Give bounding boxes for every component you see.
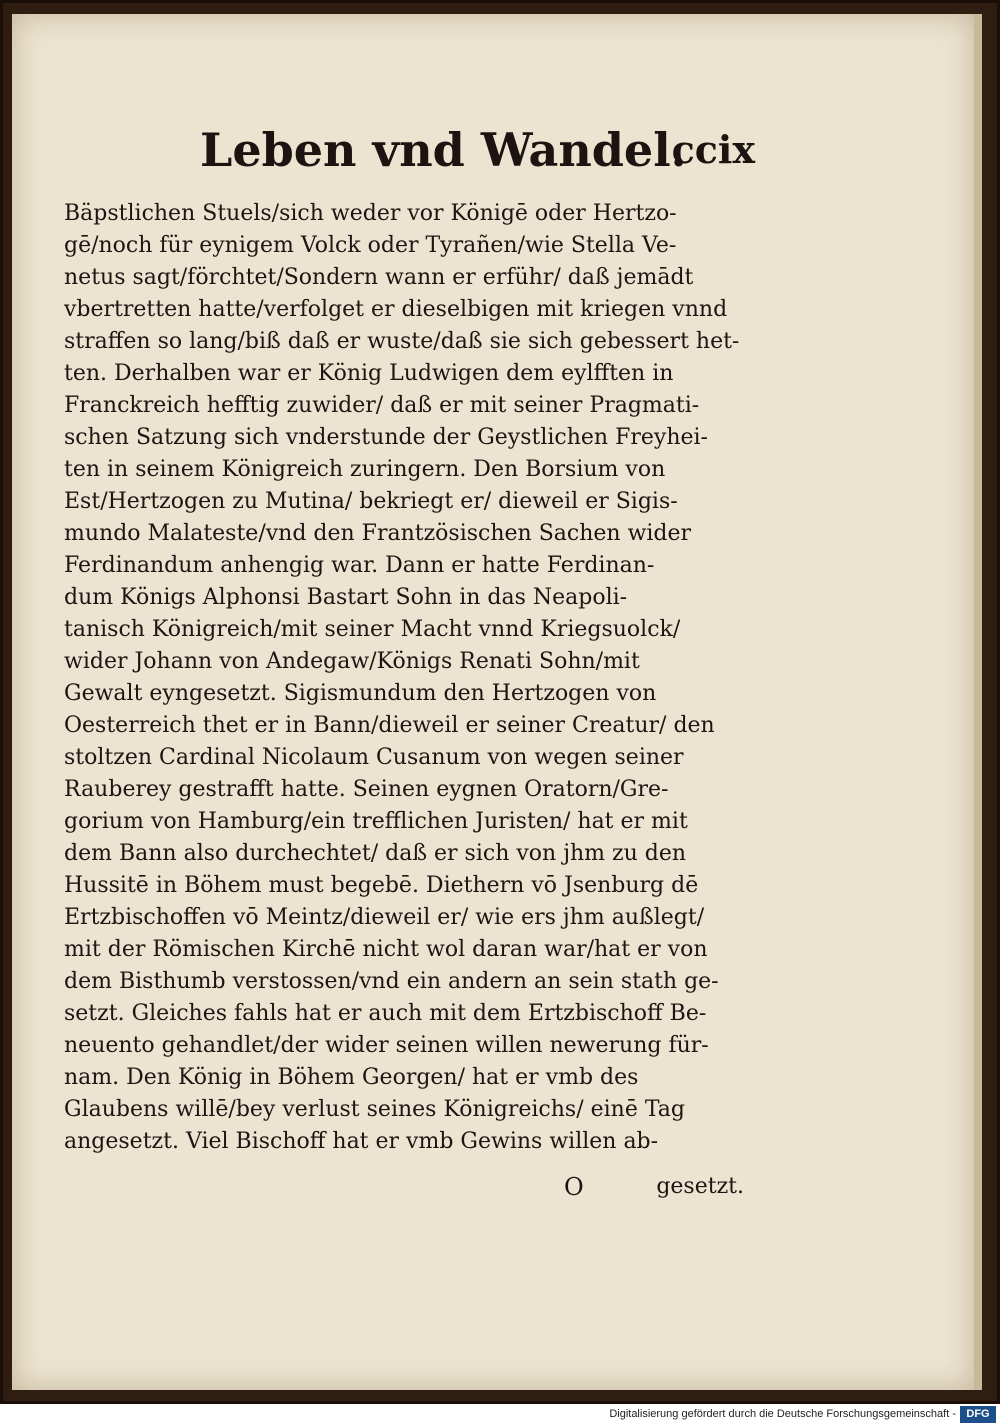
catchword: gesetzt. [656, 1174, 744, 1199]
text-line: dem Bisthumb verstossen/vnd ein andern an sein stath ge- [64, 969, 719, 994]
text-line: wider Johann von Andegaw/Königs Renati Sohn/mit [64, 649, 640, 674]
running-title: Leben vnd Wandel. [200, 123, 687, 177]
text-line: gorium von Hamburg/ein trefflichen Juristen/ hat er mit [64, 809, 688, 834]
text-line: Rauberey gestrafft hatte. Seinen eygnen Oratorn/Gre- [64, 777, 669, 802]
text-line: neuento gehandlet/der wider seinen willen newerung für- [64, 1033, 709, 1058]
text-line: Hussitē in Böhem must begebē. Diethern vō Jsenburg dē [64, 873, 699, 898]
text-line: dum Königs Alphonsi Bastart Sohn in das Neapoli- [64, 585, 628, 610]
text-line: Glaubens willē/bey verlust seines Königreichs/ einē Tag [64, 1097, 685, 1122]
text-line: tanisch Königreich/mit seiner Macht vnnd Kriegsuolck/ [64, 617, 681, 642]
text-line: dem Bann also durchechtet/ daß er sich von jhm zu den [64, 841, 687, 866]
text-line: nam. Den König in Böhem Georgen/ hat er vmb des [64, 1065, 639, 1090]
text-line: schen Satzung sich vnderstunde der Geystlichen Freyhei- [64, 425, 708, 450]
page-header [200, 115, 755, 195]
text-line: Oesterreich thet er in Bann/dieweil er seiner Creatur/ den [64, 713, 715, 738]
text-line: Est/Hertzogen zu Mutina/ bekriegt er/ dieweil er Sigis- [64, 489, 678, 514]
signature-mark: O [564, 1173, 584, 1201]
text-line: Gewalt eyngesetzt. Sigismundum den Hertzogen von [64, 681, 657, 706]
text-line: Franckreich hefftig zuwider/ daß er mit seiner Pragmati- [64, 393, 700, 418]
text-line: setzt. Gleiches fahls hat er auch mit dem Ertzbischoff Be- [64, 1001, 707, 1026]
credit-bar [0, 1404, 1000, 1425]
text-line: mit der Römischen Kirchē nicht wol daran war/hat er von [64, 937, 708, 962]
text-line: ten. Derhalben war er König Ludwigen dem eylfften in [64, 361, 674, 386]
text-line: gē/noch für eynigem Volck oder Tyrañen/wie Stella Ve- [64, 233, 677, 258]
page-text [64, 198, 744, 1158]
funding-credit: Digitalisierung gefördert durch die Deutsche Forschungsgemeinschaft - [609, 1408, 956, 1420]
text-line: Ferdinandum anhengig war. Dann er hatte Ferdinan- [64, 553, 655, 578]
text-line: mundo Malateste/vnd den Frantzösischen Sachen wider [64, 521, 692, 546]
text-line: Bäpstlichen Stuels/sich weder vor Königē oder Hertzo- [64, 201, 677, 226]
folio-number: ccix [671, 127, 755, 172]
text-line: vbertretten hatte/verfolget er dieselbigen mit kriegen vnnd [64, 297, 728, 322]
page-footer [64, 1170, 744, 1204]
text-line: ten in seinem Königreich zuringern. Den Borsium von [64, 457, 666, 482]
text-line: netus sagt/förchtet/Sondern wann er erführ/ daß jemādt [64, 265, 694, 290]
dfg-logo: DFG [960, 1406, 996, 1423]
text-line: Ertzbischoffen vō Meintz/dieweil er/ wie ers jhm außlegt/ [64, 905, 705, 930]
text-line: angesetzt. Viel Bischoff hat er vmb Gewins willen ab- [64, 1129, 659, 1154]
text-line: stoltzen Cardinal Nicolaum Cusanum von wegen seiner [64, 745, 684, 770]
text-line: straffen so lang/biß daß er wuste/daß sie sich gebessert het- [64, 329, 740, 354]
